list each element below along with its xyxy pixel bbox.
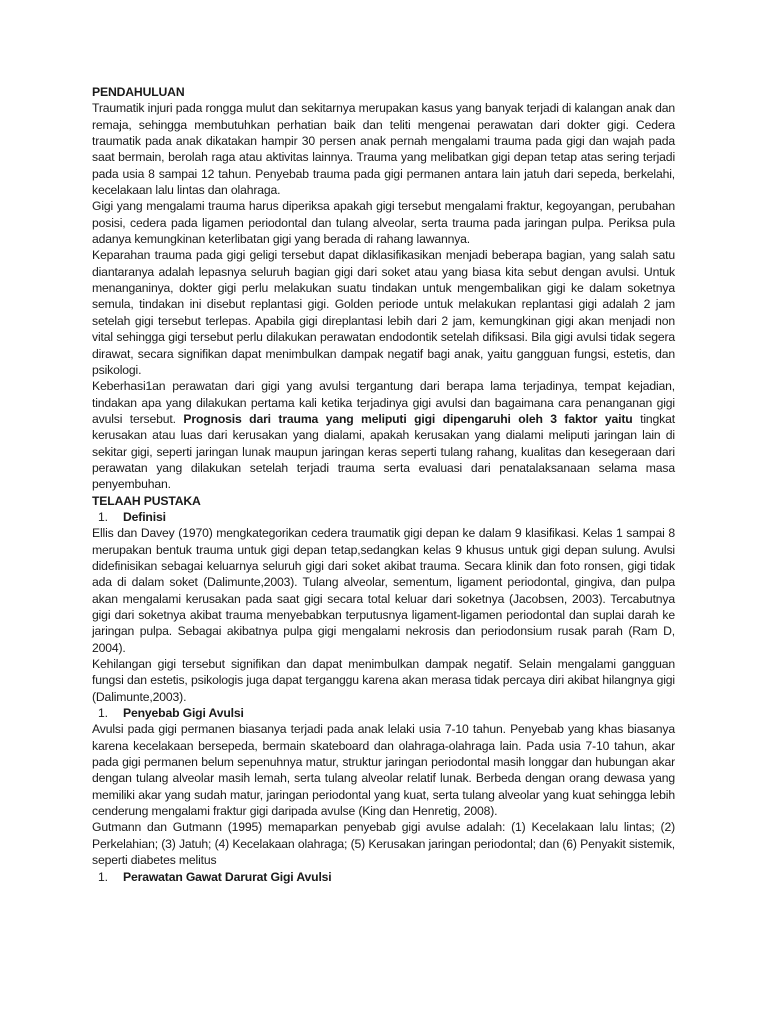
intro-paragraph-4-text-a: Keberhasi1an perawatan dari gigi yang avulsi tergantung dari berapa lama terjadinya, tempat kejadian, tindakan apa yang dilakukan pertama kali ketika terjadinya gigi avulsi dan bagaimana cara penanganan gigi avulsi tersebut. <box>92 379 675 426</box>
definisi-paragraph-2: Kehilangan gigi tersebut signifikan dan dapat menimbulkan dampak negatif. Selain mengalami gangguan fungsi dan estetis, psikologis juga dapat terganggu karena akan merasa tidak percaya diri akibat hilangnya gigi (Dalimunte,2003). <box>92 657 675 704</box>
definisi-paragraph-1: Ellis dan Davey (1970) mengkategorikan cedera traumatik gigi depan ke dalam 9 klasifikasi. Kelas 1 sampai 8 merupakan bentuk trauma untuk gigi depan tetap,sedangkan kelas 9 khusus untuk gigi depan sulung. Avulsi didefinisikan sebagai keluarnya seluruh gigi dari soket akibat trauma. Secara klinik dan foto ronsen, gigi tidak ada di dalam soket (Dalimunte,2003). Tulang alveolar, sementum, ligament periodontal, gingiva, dan pulpa akan mengalami kerusakan pada saat gigi secara total keluar dari soketnya (Jacobsen, 2003). Tercabutnya gigi dari soketnya akibat trauma menyebabkan terputusnya ligament-ligamen periodontal dan suplai darah ke jaringan pulpa. Sebagai akibatnya pulpa gigi mengalami nekrosis dan periodonsium rusak parah (Ram D, 2004). <box>92 526 675 655</box>
intro-paragraph-2: Gigi yang mengalami trauma harus diperiksa apakah gigi tersebut mengalami fraktur, kegoyangan, perubahan posisi, cedera pada ligamen periodontal dan tulang alveolar, serta trauma pada jaringan pulpa. Periksa pula adanya kemungkinan keterlibatan gigi yang berada di rahang lawannya. <box>92 199 675 247</box>
intro-paragraph-4 <box>92 378 675 492</box>
intro-paragraph-3: Keparahan trauma pada gigi geligi tersebut dapat diklasifikasikan menjadi beberapa bagian, yang salah satu diantaranya adalah lepasnya seluruh bagian gigi dari soket atau yang biasa kita sebut dengan avulsi. Untuk menanganinya, dokter gigi perlu melakukan suatu tindakan untuk mengembalikan gigi ke dalam soketnya semula, tindakan ini disebut replantasi gigi. Golden periode untuk melakukan replantasi gigi adalah 2 jam setelah gigi tersebut terlepas. Apabila gigi direplantasi lebih dari 2 jam, kemungkinan gigi akan menjadi non vital sehingga gigi tersebut perlu dilakukan perawatan endodontik setelah difiksasi. Bila gigi avulsi tidak segera dirawat, secara signifikan dapat menimbulkan dampak negatif bagi anak, yaitu gangguan fungsi, estetis, dan psikologi. <box>92 248 675 377</box>
subheading-penyebab <box>92 705 675 721</box>
intro-paragraph-4-text-b: tingkat kerusakan atau luas dari kerusakan yang dialami, apakah kerusakan yang dialami meliputi jaringan lain di sekitar gigi, seperti jaringan lunak maupun jaringan keras seperti tulang rahang, kualitas dan kesegeraan dari perawatan yang dilakukan setelah terjadi trauma serta evaluasi dari penatalaksanaan selama masa penyembuhan. <box>92 411 675 492</box>
intro-paragraph-1: Traumatik injuri pada rongga mulut dan sekitarnya merupakan kasus yang banyak terjadi di kalangan anak dan remaja, sehingga membutuhkan perhatian baik dan teliti mengenai perawatan dari dokter gigi. Cedera traumatik pada anak dikatakan hampir 30 persen anak pernah mengalami trauma pada gigi dan wajah pada saat bermain, berolah raga atau aktivitas lainnya. Trauma yang melibatkan gigi depan tetap atas sering terjadi pada usia 8 sampai 12 tahun. Penyebab trauma pada gigi permanen antara lain jatuh dari sepeda, berkelahi, kecelakaan lalu lintas dan olahraga. <box>92 101 675 198</box>
subheading-title: Definisi <box>123 509 166 524</box>
subheading-definisi <box>92 509 675 525</box>
subheading-number: 1. <box>98 869 108 884</box>
subheading-number: 1. <box>98 509 108 524</box>
section-heading-telaah-pustaka: TELAAH PUSTAKA <box>92 493 201 508</box>
document-page <box>92 84 675 885</box>
subheading-title: Penyebab Gigi Avulsi <box>123 706 244 721</box>
subheading-number: 1. <box>98 706 108 721</box>
section-heading-pendahuluan: PENDAHULUAN <box>92 85 185 99</box>
penyebab-paragraph-2: Gutmann dan Gutmann (1995) memaparkan penyebab gigi avulse adalah: (1) Kecelakaan lalu lintas; (2) Perkelahian; (3) Jatuh; (4) Kecelakaan olahraga; (5) Kerusakan jaringan periodontal; dan (6) Penyakit sistemik, seperti diabetes melitus <box>92 820 675 868</box>
subheading-perawatan <box>92 869 675 885</box>
subheading-title: Perawatan Gawat Darurat Gigi Avulsi <box>123 869 332 884</box>
intro-paragraph-4-bold: Prognosis dari trauma yang meliputi gigi dipengaruhi oleh 3 faktor yaitu <box>183 411 633 426</box>
penyebab-paragraph-1: Avulsi pada gigi permanen biasanya terjadi pada anak lelaki usia 7-10 tahun. Penyebab yang khas biasanya karena kecelakaan bersepeda, bermain skateboard dan olahraga-olahraga lain. Pada usia 7-10 tahun, akar pada gigi permanen belum sepenuhnya matur, struktur jaringan periodontal masih longgar dan hubungan akar dengan tulang alveolar masih lemah, serta tulang alveolar relatif lunak. Berbeda dengan orang dewasa yang memiliki akar yang sudah matur, jaringan periodontal yang kuat, serta tulang alveolar yang kuat sehingga lebih cenderung mengalami fraktur gigi daripada avulse (King dan Henretig, 2008). <box>92 722 675 819</box>
